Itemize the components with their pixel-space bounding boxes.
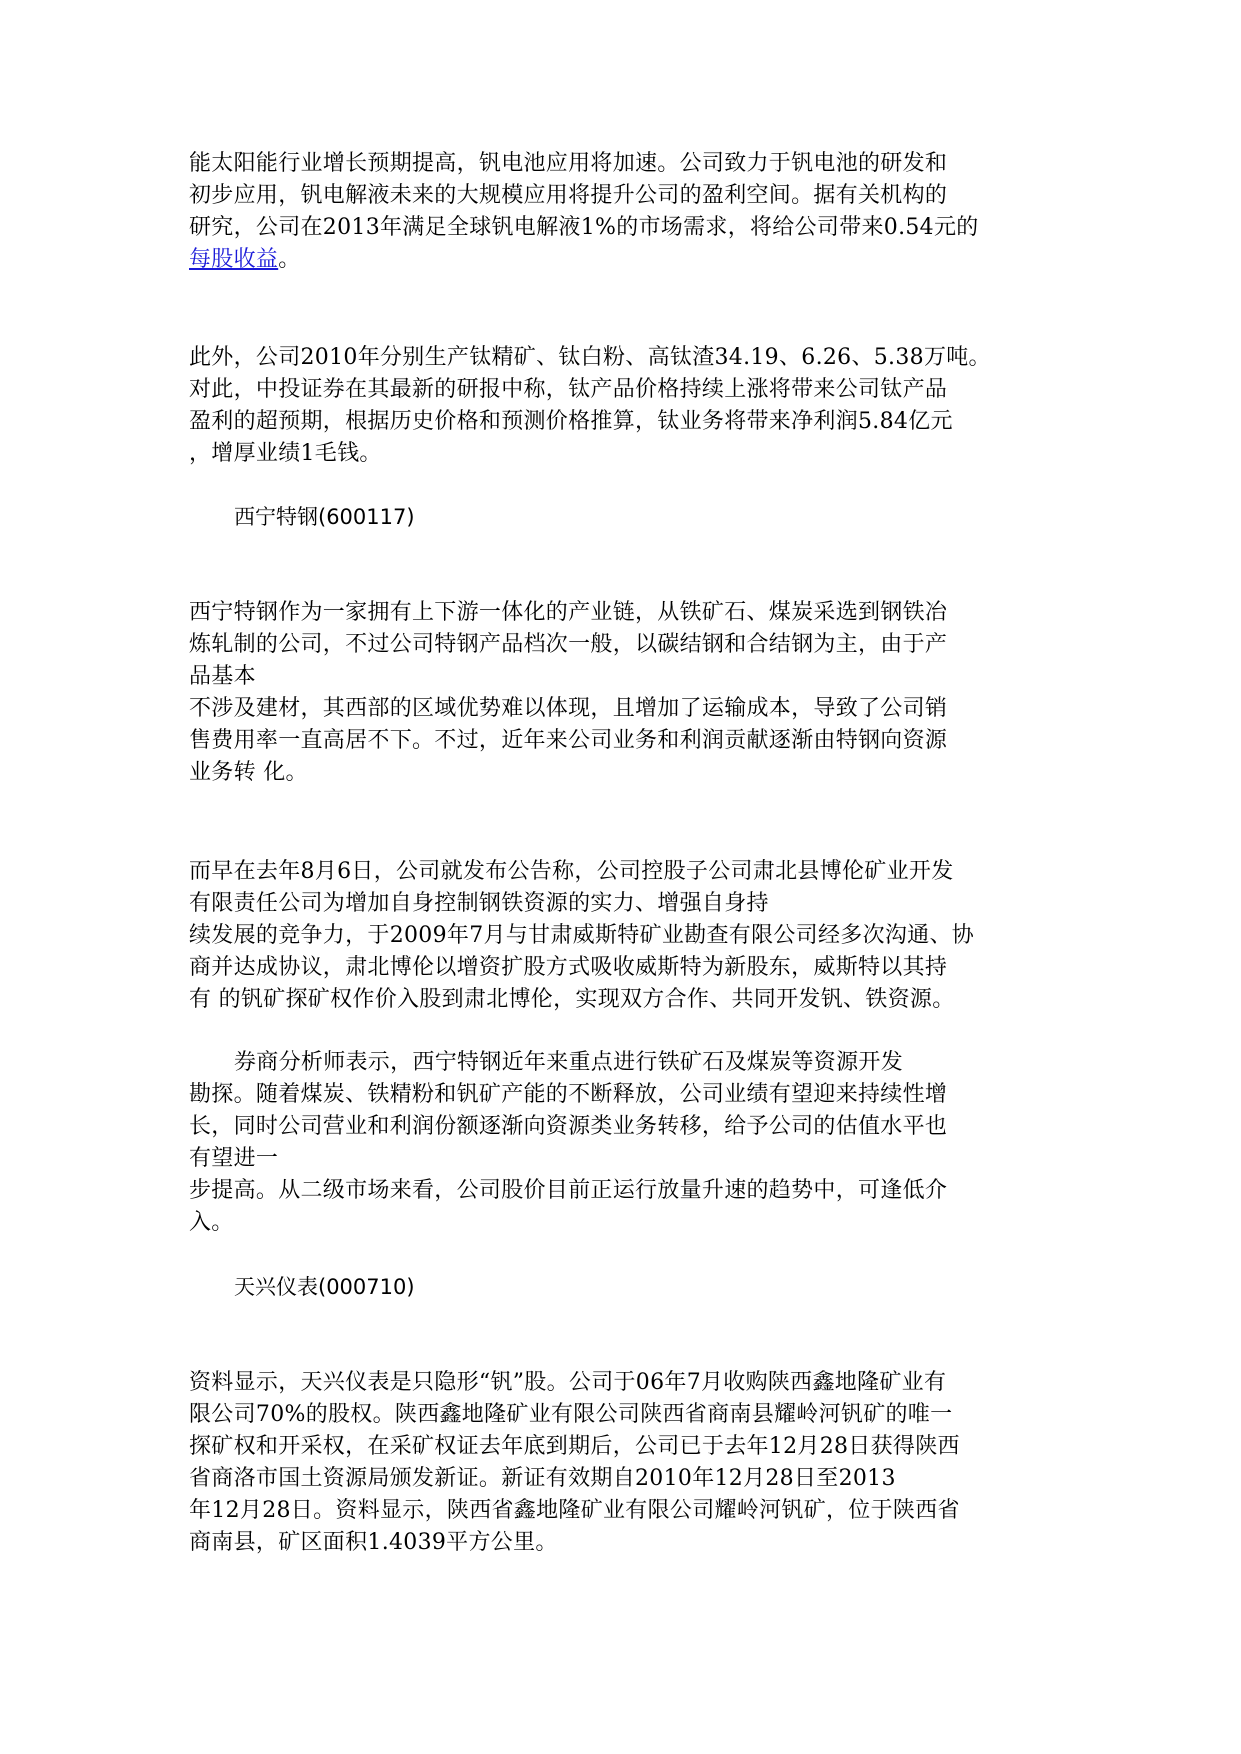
para6-line2: 限公司70%的股权。陕西鑫地隆矿业有限公司陕西省商南县耀岭河钒矿的唯一	[189, 1402, 953, 1427]
para3-line3: 品基本	[189, 664, 256, 689]
eps-link[interactable]: 每股收益	[189, 247, 279, 272]
para2-line4: ，增厚业绩1毛钱。	[189, 441, 382, 466]
para1-line3: 研究，公司在2013年满足全球钒电解液1%的市场需求，将给公司带来0.54元的	[189, 215, 979, 240]
para1-line2: 初步应用，钒电解液未来的大规模应用将提升公司的盈利空间。据有关机构的	[189, 183, 948, 208]
para5-line4: 有望进一	[189, 1146, 279, 1171]
para6-line6: 商南县，矿区面积1.4039平方公里。	[189, 1530, 558, 1555]
para3-line2: 炼轧制的公司，不过公司特钢产品档次一般，以碳结钢和合结钢为主，由于产	[189, 632, 948, 657]
section-heading-tianxing-instrument: 天兴仪表(000710)	[234, 1275, 415, 1299]
para6-line4: 省商洛市国土资源局颁发新证。新证有效期自2010年12月28日至2013	[189, 1466, 896, 1491]
para2-line3: 盈利的超预期，根据历史价格和预测价格推算，钛业务将带来净利润5.84亿元	[189, 409, 953, 434]
para1-line4-tail: 。	[278, 247, 301, 272]
para6-line5: 年12月28日。资料显示，陕西省鑫地隆矿业有限公司耀岭河钒矿，位于陕西省	[189, 1498, 960, 1523]
para3-line4: 不涉及建材，其西部的区域优势难以体现，且增加了运输成本，导致了公司销	[189, 696, 948, 721]
para6-line3: 探矿权和开采权，在采矿权证去年底到期后，公司已于去年12月28日获得陕西	[189, 1434, 960, 1459]
para1-line1: 能太阳能行业增长预期提高，钒电池应用将加速。公司致力于钒电池的研发和	[189, 151, 948, 176]
para4-line2: 有限责任公司为增加自身控制钢铁资源的实力、增强自身持	[189, 891, 769, 916]
para4-line3: 续发展的竞争力，于2009年7月与甘肃威斯特矿业勘查有限公司经多次沟通、协	[189, 923, 975, 948]
para1-line4	[189, 244, 301, 276]
para2-line1: 此外，公司2010年分别生产钛精矿、钛白粉、高钛渣34.19、6.26、5.38万吨。	[189, 345, 991, 370]
para4-line5: 有 的钒矿探矿权作价入股到肃北博伦，实现双方合作、共同开发钒、铁资源。	[189, 987, 955, 1012]
para5-line5: 步提高。从二级市场来看，公司股价目前正运行放量升速的趋势中，可逢低介	[189, 1178, 948, 1203]
para5-line3: 长，同时公司营业和利润份额逐渐向资源类业务转移，给予公司的估值水平也	[189, 1114, 948, 1139]
para5-line2: 勘探。随着煤炭、铁精粉和钒矿产能的不断释放，公司业绩有望迎来持续性增	[189, 1082, 948, 1107]
para3-line5: 售费用率一直高居不下。不过，近年来公司业务和利润贡献逐渐由特钢向资源	[189, 728, 948, 753]
para3-line1: 西宁特钢作为一家拥有上下游一体化的产业链，从铁矿石、煤炭采选到钢铁冶	[189, 600, 948, 625]
para4-line1: 而早在去年8月6日，公司就发布公告称，公司控股子公司肃北县博伦矿业开发	[189, 859, 954, 884]
section-heading-xining-special-steel: 西宁特钢(600117)	[234, 505, 415, 529]
para3-line6: 业务转 化。	[189, 760, 308, 785]
para5-line1: 券商分析师表示，西宁特钢近年来重点进行铁矿石及煤炭等资源开发	[234, 1050, 904, 1075]
para4-line4: 商并达成协议，肃北博伦以增资扩股方式吸收威斯特为新股东，威斯特以其持	[189, 955, 948, 980]
para6-line1: 资料显示，天兴仪表是只隐形“钒”股。公司于06年7月收购陕西鑫地隆矿业有	[189, 1370, 947, 1395]
para2-line2: 对此，中投证券在其最新的研报中称，钛产品价格持续上涨将带来公司钛产品	[189, 377, 948, 402]
para5-line6: 入。	[189, 1210, 234, 1235]
